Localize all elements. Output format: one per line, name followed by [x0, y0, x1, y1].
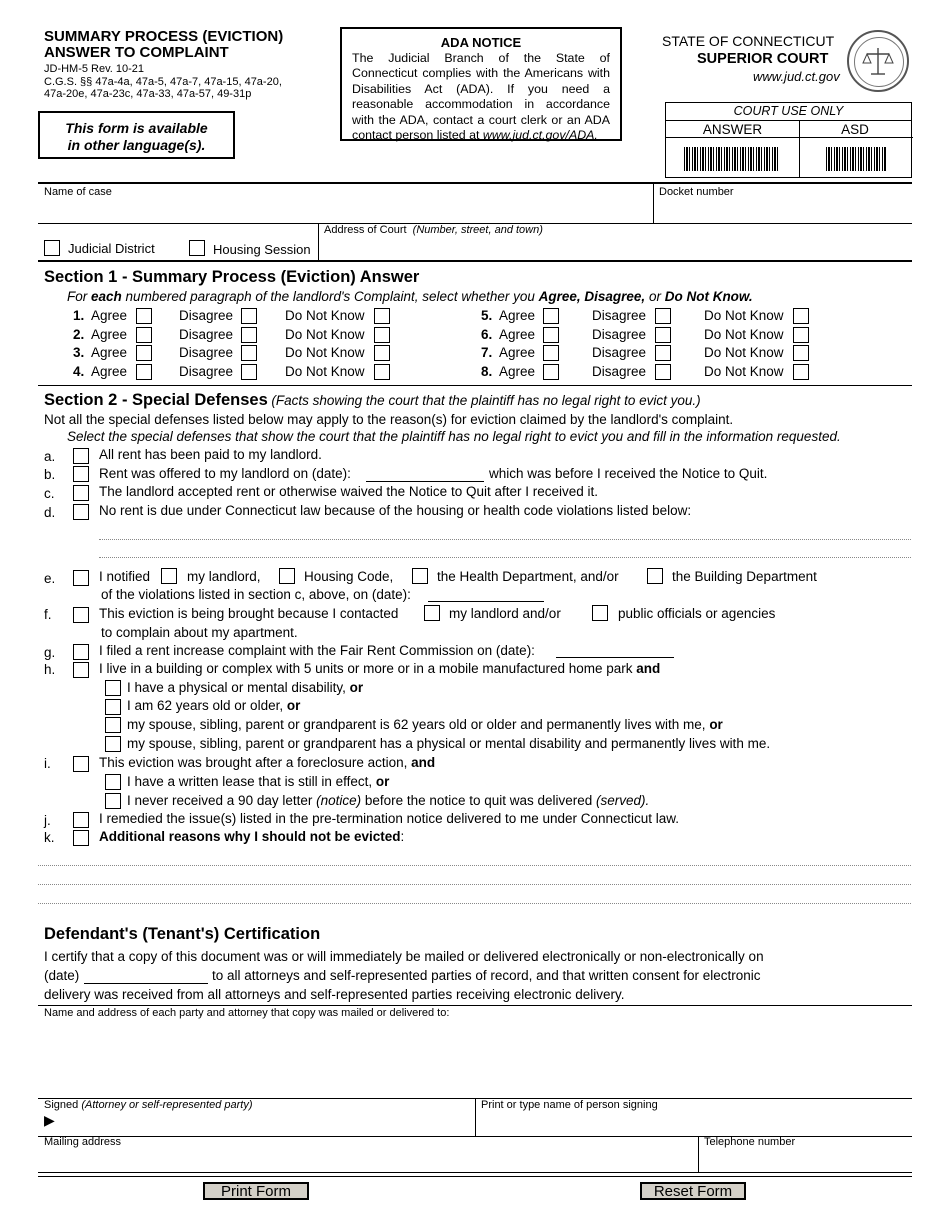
para2-do-not-know-checkbox[interactable]	[374, 327, 390, 343]
para7-do-not-know-checkbox[interactable]	[793, 345, 809, 361]
telephone-input[interactable]	[701, 1150, 910, 1172]
disagree-label: Disagree	[179, 364, 234, 379]
defense-e-landlord-label: my landlord,	[187, 569, 261, 584]
defense-c-text: The landlord accepted rent or otherwise waived the Notice to Quit after I received it.	[99, 484, 599, 499]
para8-agree-checkbox[interactable]	[543, 364, 559, 380]
defense-e-landlord-checkbox[interactable]	[161, 568, 177, 584]
mailing-address-input[interactable]	[42, 1150, 694, 1172]
defense-f-officials-label: public officials or agencies	[618, 606, 776, 621]
housing-session-checkbox[interactable]	[189, 240, 205, 256]
certification-line2-post: to all attorneys and self-represented parties of record, and that written consent for electronic	[212, 968, 761, 983]
defense-k-checkbox[interactable]	[73, 830, 89, 846]
defense-g-checkbox[interactable]	[73, 644, 89, 660]
defense-h1-checkbox[interactable]	[105, 680, 121, 696]
do-not-know-label: Do Not Know	[704, 308, 784, 323]
para-number: 3.	[73, 345, 85, 360]
barcode-asd	[826, 147, 886, 171]
certification-date-input[interactable]	[84, 983, 208, 984]
defense-d-checkbox[interactable]	[73, 504, 89, 520]
para2-disagree-checkbox[interactable]	[241, 327, 257, 343]
mailing-address-label: Mailing address	[44, 1136, 122, 1148]
para6-do-not-know-checkbox[interactable]	[793, 327, 809, 343]
barcode-answer	[684, 147, 780, 171]
defense-letter: b.	[44, 467, 56, 482]
ada-notice: ADA NOTICE The Judicial Branch of the State of Connecticut complies with the Americans with Disabilities Act (ADA). If you need a reasonable accommodation in accordance with the ADA, contact a court clerk or an ADA contact person listed at www.jud.ct.gov/ADA.	[340, 27, 622, 141]
defense-letter: a.	[44, 449, 56, 464]
defense-i-text: This eviction was brought after a foreclosure action, and	[99, 755, 436, 770]
section1-title: Section 1 - Summary Process (Eviction) Answer	[44, 268, 420, 286]
do-not-know-label: Do Not Know	[704, 364, 784, 379]
para5-agree-checkbox[interactable]	[543, 308, 559, 324]
print-name-input[interactable]	[478, 1113, 910, 1134]
reset-form-button[interactable]: Reset Form	[640, 1182, 746, 1200]
para-number: 2.	[73, 327, 85, 342]
agree-label: Agree	[499, 327, 536, 342]
form-id: JD-HM-5 Rev. 10-21	[44, 63, 145, 75]
para7-disagree-checkbox[interactable]	[655, 345, 671, 361]
section2-intro: Not all the special defenses listed below may apply to the reason(s) for eviction claimed by the landlord's complaint.	[44, 412, 734, 427]
defense-f-line2: to complain about my apartment.	[101, 625, 298, 640]
para3-agree-checkbox[interactable]	[136, 345, 152, 361]
certification-line2-pre: (date)	[44, 968, 80, 983]
court-use-only-box: COURT USE ONLY ANSWER ASD	[665, 102, 912, 178]
signature-arrow-icon: ▶	[44, 1112, 55, 1128]
para3-disagree-checkbox[interactable]	[241, 345, 257, 361]
defense-b-text: Rent was offered to my landlord on (date):	[99, 466, 351, 481]
defense-h3-checkbox[interactable]	[105, 717, 121, 733]
address-of-court-label: Address of Court (Number, street, and town)	[324, 224, 543, 236]
defense-k-text: Additional reasons why I should not be evicted:	[99, 829, 405, 844]
para8-do-not-know-checkbox[interactable]	[793, 364, 809, 380]
defense-letter: h.	[44, 662, 56, 677]
address-of-court-input[interactable]	[322, 238, 910, 259]
disagree-label: Disagree	[179, 308, 234, 323]
do-not-know-label: Do Not Know	[285, 327, 365, 342]
defense-i1-checkbox[interactable]	[105, 774, 121, 790]
certification-title: Defendant's (Tenant's) Certification	[44, 925, 321, 943]
defense-h3-text: my spouse, sibling, parent or grandparent is 62 years old or older and permanently lives with me, or	[127, 717, 723, 732]
defense-e-checkbox[interactable]	[73, 570, 89, 586]
do-not-know-label: Do Not Know	[704, 327, 784, 342]
agree-label: Agree	[499, 364, 536, 379]
agree-label: Agree	[499, 345, 536, 360]
defense-letter: c.	[44, 486, 55, 501]
name-of-case-input[interactable]	[40, 196, 652, 220]
signature-input[interactable]	[62, 1112, 472, 1134]
defense-g-text: I filed a rent increase complaint with the Fair Rent Commission on (date):	[99, 643, 535, 658]
disagree-label: Disagree	[592, 327, 647, 342]
para7-agree-checkbox[interactable]	[543, 345, 559, 361]
telephone-label: Telephone number	[704, 1136, 796, 1148]
defense-b-text-post: which was before I received the Notice to Quit.	[489, 466, 768, 481]
section2-title: Section 2 - Special Defenses (Facts showing the court that the plaintiff has no legal right to evict you.)	[44, 391, 701, 409]
para4-disagree-checkbox[interactable]	[241, 364, 257, 380]
defense-e-health-label: the Health Department, and/or	[437, 569, 619, 584]
agree-label: Agree	[91, 345, 128, 360]
ada-link[interactable]: www.jud.ct.gov/ADA.	[482, 128, 598, 142]
state-seal-icon	[847, 30, 909, 92]
docket-number-input[interactable]	[656, 198, 910, 220]
docket-number-label: Docket number	[659, 186, 734, 198]
disagree-label: Disagree	[592, 308, 647, 323]
defense-e-health-checkbox[interactable]	[412, 568, 428, 584]
language-notice[interactable]: This form is available in other language(s).	[38, 111, 235, 159]
judicial-district-label: Judicial District	[68, 241, 155, 256]
defense-b-date-input[interactable]	[366, 481, 484, 482]
para5-disagree-checkbox[interactable]	[655, 308, 671, 324]
court-use-asd: ASD	[841, 122, 869, 137]
disagree-label: Disagree	[179, 327, 234, 342]
disagree-label: Disagree	[592, 364, 647, 379]
court-use-answer: ANSWER	[702, 122, 763, 137]
defense-h2-text: I am 62 years old or older, or	[127, 698, 301, 713]
certification-line1: I certify that a copy of this document was or will immediately be mailed or delivered electronically or non-electronically on	[44, 949, 764, 964]
para-number: 7.	[481, 345, 493, 360]
para-number: 5.	[481, 308, 493, 323]
defense-letter: i.	[44, 756, 51, 771]
do-not-know-label: Do Not Know	[285, 345, 365, 360]
disagree-label: Disagree	[592, 345, 647, 360]
court-name: SUPERIOR COURT	[697, 51, 829, 67]
para4-agree-checkbox[interactable]	[136, 364, 152, 380]
para6-agree-checkbox[interactable]	[543, 327, 559, 343]
defense-h-checkbox[interactable]	[73, 662, 89, 678]
form-citation: JD-HM-5 Rev. 10-21 C.G.S. §§ 47a-4a, 47a-5, 47a-7, 47a-15, 47a-20, 47a-20e, 47a-23c, 47a-33, 47a-57, 49-31p	[44, 63, 282, 100]
defense-k-line3[interactable]	[38, 903, 911, 904]
defense-letter: j.	[44, 813, 51, 828]
agree-label: Agree	[91, 364, 128, 379]
defense-k-line1[interactable]	[38, 865, 911, 866]
defense-i-checkbox[interactable]	[73, 756, 89, 772]
defense-letter: e.	[44, 571, 56, 586]
defense-k-line2[interactable]	[38, 884, 911, 885]
agree-label: Agree	[91, 308, 128, 323]
para3-do-not-know-checkbox[interactable]	[374, 345, 390, 361]
defense-h1-text: I have a physical or mental disability, or	[127, 680, 364, 695]
defense-f-text: This eviction is being brought because I contacted	[99, 606, 399, 621]
state-name: STATE OF CONNECTICUT	[662, 33, 835, 49]
para1-agree-checkbox[interactable]	[136, 308, 152, 324]
defense-f-officials-checkbox[interactable]	[592, 605, 608, 621]
para-number: 1.	[73, 308, 85, 323]
para4-do-not-know-checkbox[interactable]	[374, 364, 390, 380]
certification-line3: delivery was received from all attorneys and self-represented parties receiving electronic delivery.	[44, 987, 625, 1002]
defense-letter: k.	[44, 830, 55, 845]
agree-label: Agree	[499, 308, 536, 323]
defense-e-housing-label: Housing Code,	[304, 569, 394, 584]
defense-b-checkbox[interactable]	[73, 466, 89, 482]
para2-agree-checkbox[interactable]	[136, 327, 152, 343]
defense-i2-checkbox[interactable]	[105, 793, 121, 809]
defense-h2-checkbox[interactable]	[105, 699, 121, 715]
para1-disagree-checkbox[interactable]	[241, 308, 257, 324]
defense-i2-text: I never received a 90 day letter (notice) before the notice to quit was delivered (served).	[127, 793, 650, 808]
defense-e-date-input[interactable]	[428, 601, 544, 602]
form-title: SUMMARY PROCESS (EVICTION) ANSWER TO COMPLAINT	[44, 28, 284, 61]
defense-letter: d.	[44, 505, 56, 520]
para8-disagree-checkbox[interactable]	[655, 364, 671, 380]
defense-d-line1[interactable]	[99, 539, 911, 540]
defense-i1-text: I have a written lease that is still in effect, or	[127, 774, 390, 789]
defense-a-checkbox[interactable]	[73, 448, 89, 464]
name-of-case-label: Name of case	[44, 186, 112, 198]
defense-e-building-checkbox[interactable]	[647, 568, 663, 584]
para-number: 8.	[481, 364, 493, 379]
defense-h4-checkbox[interactable]	[105, 736, 121, 752]
defense-d-text: No rent is due under Connecticut law because of the housing or health code violations listed below:	[99, 503, 692, 518]
para5-do-not-know-checkbox[interactable]	[793, 308, 809, 324]
do-not-know-label: Do Not Know	[704, 345, 784, 360]
signed-label: Signed (Attorney or self-represented party)	[44, 1099, 253, 1111]
defense-e-line2: of the violations listed in section c, above, on (date):	[101, 587, 411, 602]
para-number: 6.	[481, 327, 493, 342]
disagree-label: Disagree	[179, 345, 234, 360]
website[interactable]: www.jud.ct.gov	[753, 69, 840, 84]
defense-a-text: All rent has been paid to my landlord.	[99, 447, 322, 462]
print-name-label: Print or type name of person signing	[481, 1099, 658, 1111]
defense-h4-text: my spouse, sibling, parent or grandparent has a physical or mental disability and permanently lives with me.	[127, 736, 771, 751]
agree-label: Agree	[91, 327, 128, 342]
defense-f-landlord-checkbox[interactable]	[424, 605, 440, 621]
para6-disagree-checkbox[interactable]	[655, 327, 671, 343]
section1-instruction: For each numbered paragraph of the landlord's Complaint, select whether you Agree, Disagree, or Do Not Know.	[67, 289, 753, 304]
names-addresses-input[interactable]	[40, 1022, 910, 1096]
para-number: 4.	[73, 364, 85, 379]
defense-j-text: I remedied the issue(s) listed in the pre-termination notice delivered to me under Connecticut law.	[99, 811, 680, 826]
defense-e-housing-checkbox[interactable]	[279, 568, 295, 584]
defense-h-text: I live in a building or complex with 5 units or more or in a mobile manufactured home park and	[99, 661, 661, 676]
judicial-district-checkbox[interactable]	[44, 240, 60, 256]
defense-e-text: I notified	[99, 569, 151, 584]
do-not-know-label: Do Not Know	[285, 364, 365, 379]
defense-letter: g.	[44, 645, 56, 660]
do-not-know-label: Do Not Know	[285, 308, 365, 323]
defense-e-building-label: the Building Department	[672, 569, 817, 584]
defense-letter: f.	[44, 607, 52, 622]
print-form-button[interactable]: Print Form	[203, 1182, 309, 1200]
defense-j-checkbox[interactable]	[73, 812, 89, 828]
para1-do-not-know-checkbox[interactable]	[374, 308, 390, 324]
defense-f-checkbox[interactable]	[73, 607, 89, 623]
defense-f-landlord-label: my landlord and/or	[449, 606, 561, 621]
defense-d-line2[interactable]	[99, 557, 911, 558]
defense-g-date-input[interactable]	[556, 657, 674, 658]
section2-instruction: Select the special defenses that show the court that the plaintiff has no legal right to evict you and fill in the information requested.	[67, 429, 841, 444]
names-addresses-label: Name and address of each party and attorney that copy was mailed or delivered to:	[44, 1007, 450, 1019]
defense-c-checkbox[interactable]	[73, 485, 89, 501]
housing-session-label: Housing Session	[213, 242, 311, 257]
